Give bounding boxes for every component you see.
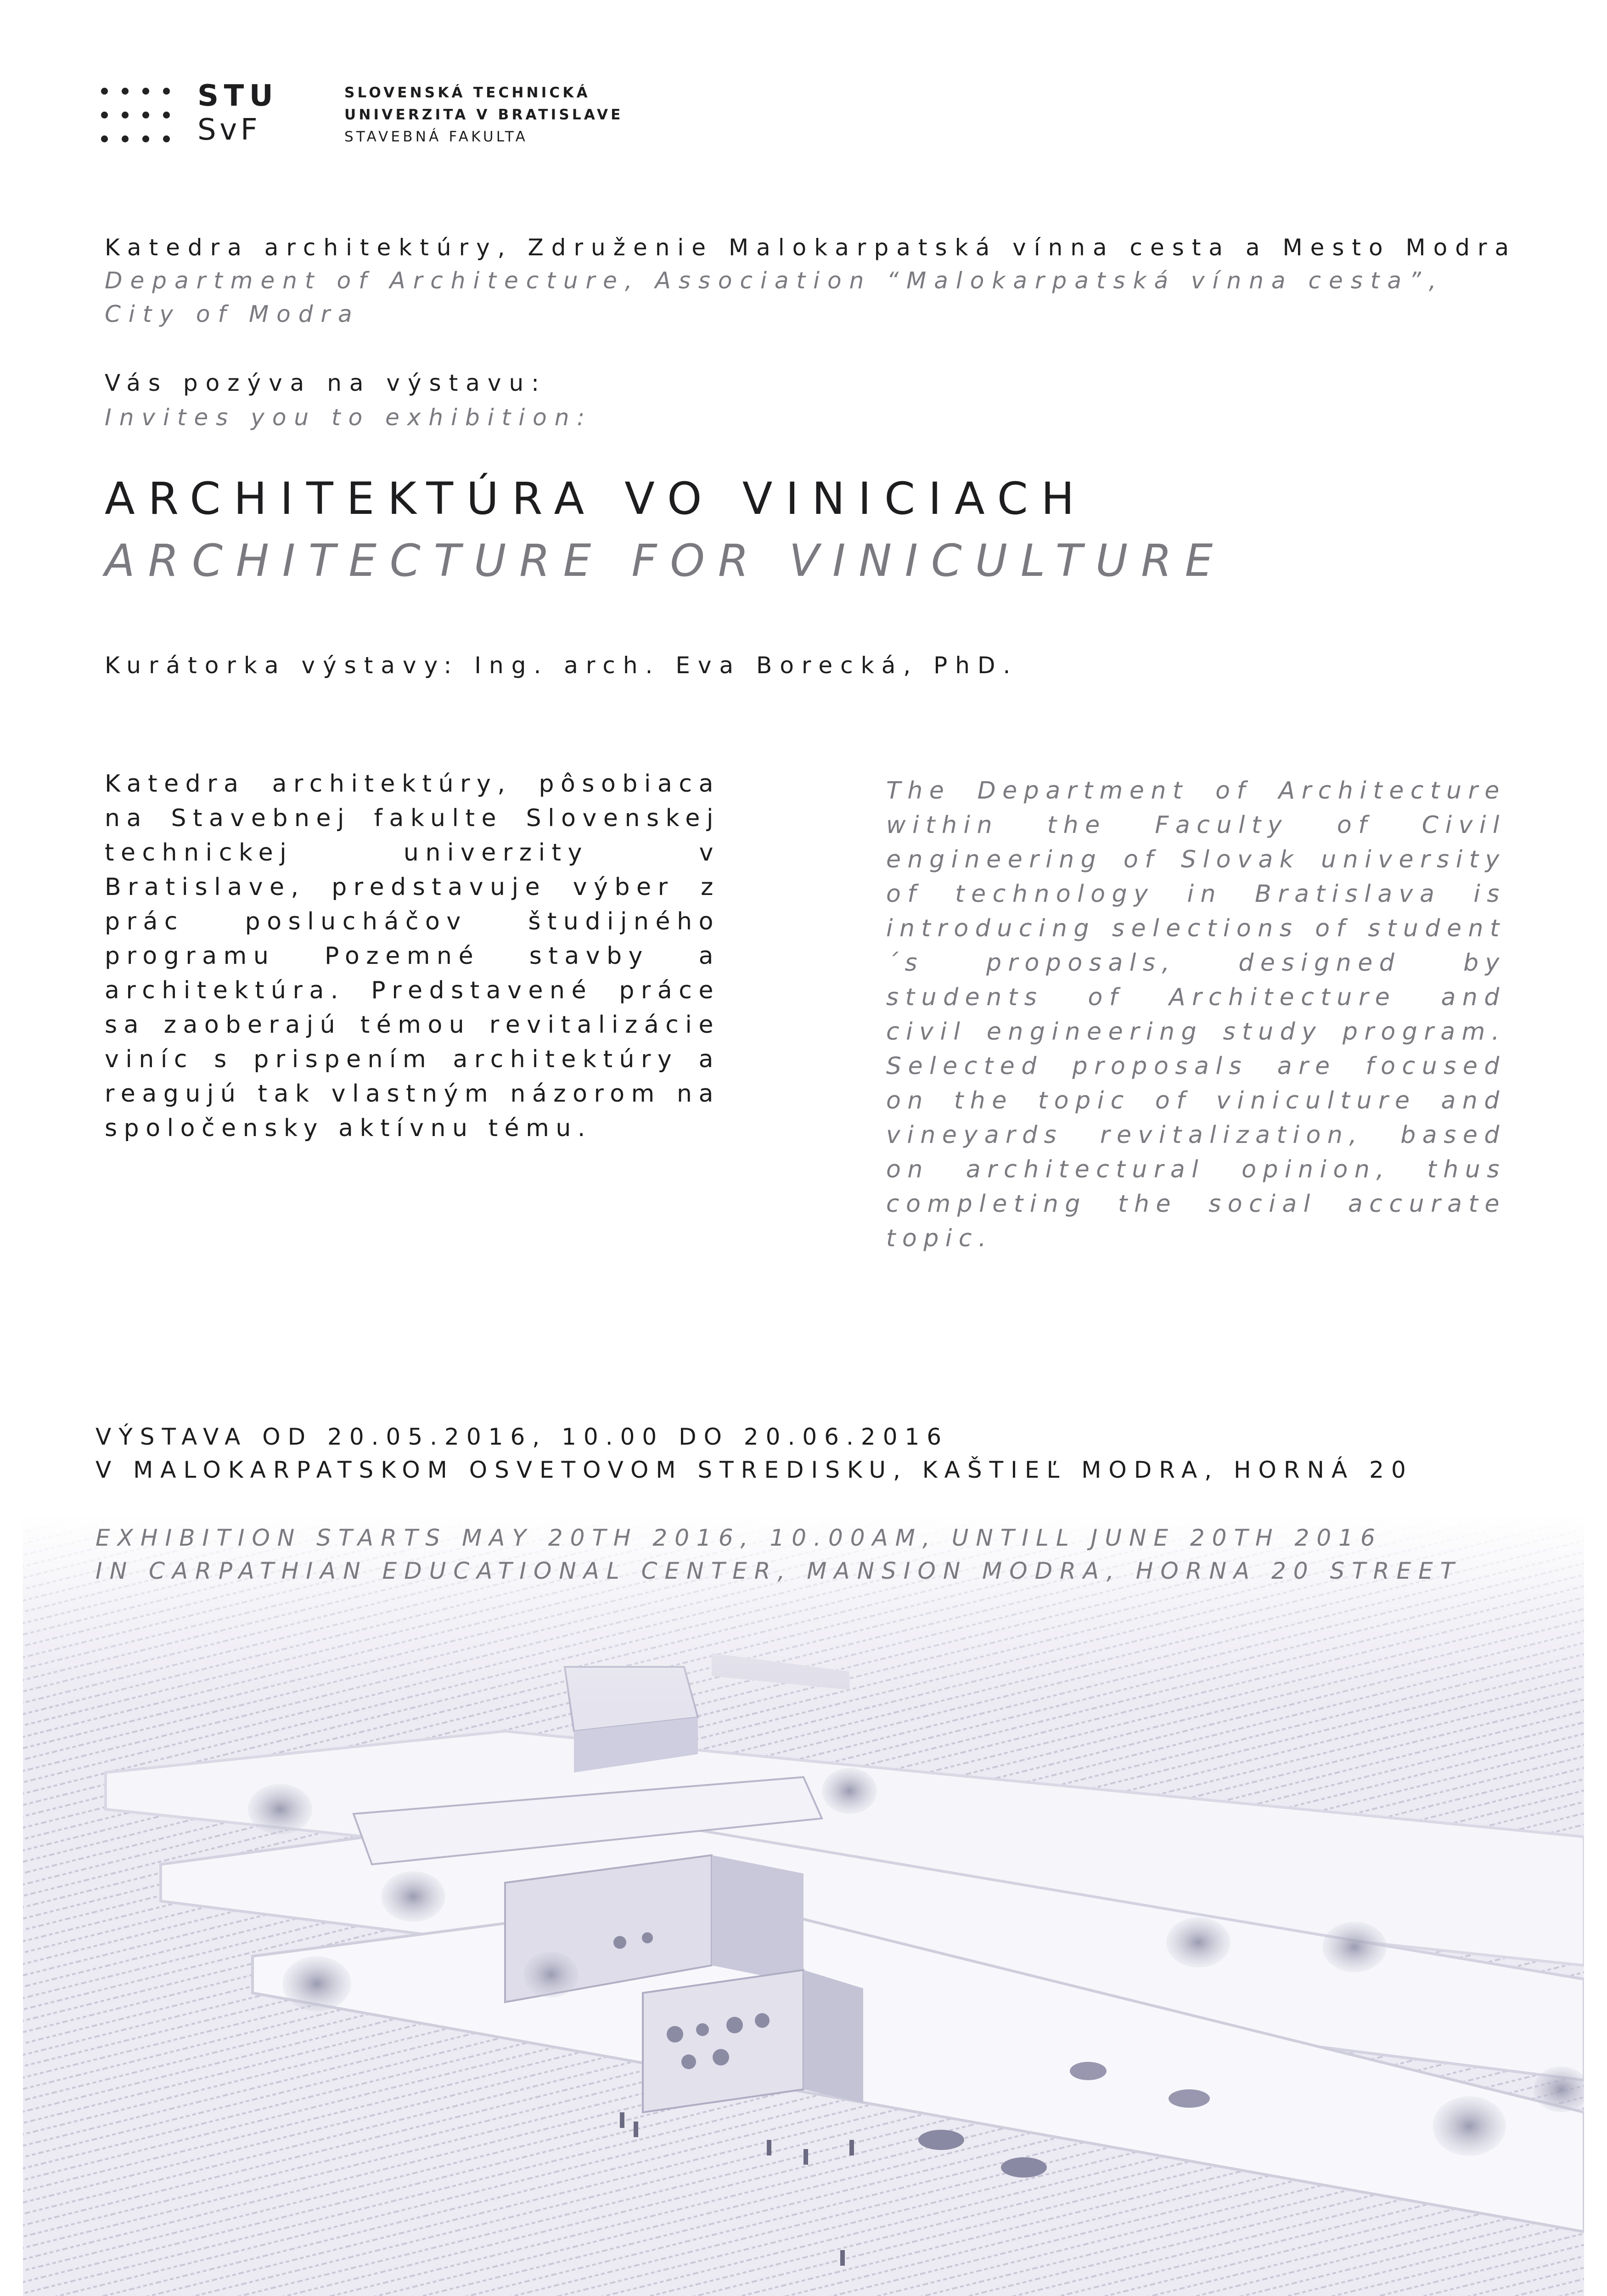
vineyard-architecture-render: [23, 1515, 1584, 2296]
organizers-sk: Katedra architektúry, Združenie Malokarpatská vínna cesta a Mesto Modra: [105, 234, 1517, 261]
exhibition-dates-sk: VÝSTAVA OD 20.05.2016, 10.00 DO 20.06.2016: [96, 1424, 949, 1450]
university-name-line1: SLOVENSKÁ TECHNICKÁ: [344, 84, 590, 101]
organizers-en-line1: Department of Architecture, Association “Malokarpatská vínna cesta”,: [105, 267, 1444, 294]
invite-en: Invites you to exhibition:: [105, 404, 593, 431]
exhibition-title-sk: ARCHITEKTÚRA VO VINICIACH: [105, 473, 1088, 524]
exhibition-dates-en: EXHIBITION STARTS MAY 20TH 2016, 10.00AM, UNTILL JUNE 20TH 2016: [96, 1525, 1382, 1551]
logo-svf: SvF: [197, 113, 261, 147]
stu-svf-logo: [101, 79, 652, 154]
curator-line: Kurátorka výstavy: Ing. arch. Eva Borecká, PhD.: [105, 652, 1018, 679]
invite-sk: Vás pozýva na výstavu:: [105, 370, 547, 396]
description-sk: Katedra architektúry, pôsobiaca na Stavebnej fakulte Slovenskej technickej univerzity v Bratislave, predstavuje výber z prác poslucháčov študijného programu Pozemné stavby a architektúra. Predstavené práce sa zaoberajú témou revitalizácie viníc s prispením architektúry a reagujú tak vlastným názorom na spoločensky aktívnu tému.: [105, 770, 720, 1142]
dots-logo-icon: [101, 88, 193, 147]
logo-stu: STU: [197, 79, 279, 113]
exhibition-venue-en: IN CARPATHIAN EDUCATIONAL CENTER, MANSION MODRA, HORNA 20 STREET: [96, 1558, 1462, 1584]
description-en: The Department of Architecture within the Faculty of Civil engineering of Slovak university of technology in Bratislava is introducing selections of student´s proposals, designed by students of Architecture and civil engineering study program. Selected proposals are focused on the topic of viniculture and vineyards revitalization, based on architectural opinion, thus completing the social accurate topic.: [886, 777, 1506, 1252]
university-name-line2: UNIVERZITA V BRATISLAVE: [344, 107, 624, 123]
organizers-en-line2: City of Modra: [105, 301, 360, 327]
faculty-name: STAVEBNÁ FAKULTA: [344, 129, 528, 145]
exhibition-venue-sk: V MALOKARPATSKOM OSVETOVOM STREDISKU, KAŠTIEĽ MODRA, HORNÁ 20: [96, 1457, 1413, 1483]
exhibition-title-en: ARCHITECTURE FOR VINICULTURE: [105, 535, 1226, 586]
